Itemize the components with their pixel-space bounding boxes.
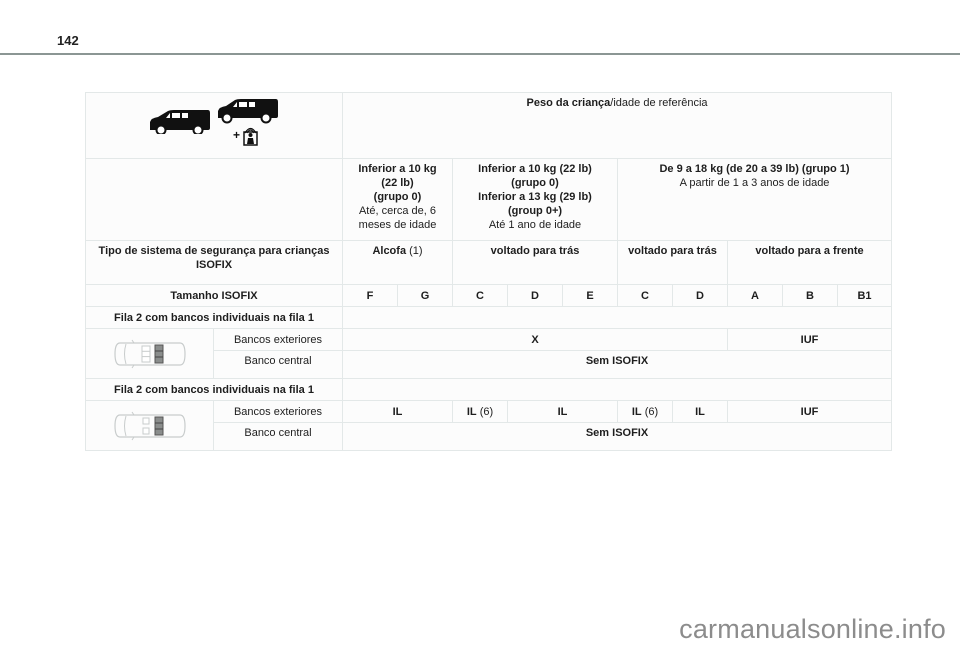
group-age-line: A partir de 1 a 3 anos de idade [679,177,830,189]
van-long-icon [216,98,280,124]
weight-group-0 [343,159,453,241]
size-b1: B1 [838,285,892,307]
child-seat-isofix-icon [233,124,263,146]
group-line: (grupo 0) [511,177,559,189]
value-cell: X [343,329,728,351]
value-cell [343,401,453,423]
watermark: carmanualsonline.info [679,614,946,644]
size-c: C [618,285,673,307]
empty-cell [343,379,892,401]
value-cell: Sem ISOFIX [343,351,892,379]
group-line: De 9 a 18 kg (de 20 a 39 lb) (grupo 1) [659,163,850,175]
size-d: D [673,285,728,307]
vans-with-child-seat-icon [86,108,342,146]
size-e: E [563,285,618,307]
type-cell-carrycot [343,241,453,285]
group-line: Inferior a 10 kg [358,163,437,175]
size-a: A [728,285,783,307]
section-title: Fila 2 com bancos individuais na fila 1 [86,379,343,401]
type-cell-rear-facing-2: voltado para trás [618,241,728,285]
value-cell: IUF [728,329,892,351]
group-line: (group 0+) [507,205,563,217]
value-cell [453,401,508,423]
vehicle-icon-cell [86,93,343,159]
weight-title-rest: /idade de referência [610,97,708,109]
row-label-outer-seats: Bancos exteriores [214,401,343,423]
group-age-line: meses de idade [358,219,437,231]
value-note: (6) [476,405,494,418]
group-line: Inferior a 13 kg (29 lb) [478,191,592,203]
group-line: (grupo 0) [373,191,422,203]
row-label-center-seat: Banco central [214,351,343,379]
value-text: IL [466,405,477,418]
section-title: Fila 2 com bancos individuais na fila 1 [86,307,343,329]
weight-group-1 [618,159,892,241]
value-text: IL [631,405,642,418]
value-cell: Sem ISOFIX [343,423,892,451]
value-cell [673,401,728,423]
type-cell-rear-facing: voltado para trás [453,241,618,285]
row-label-outer-seats: Bancos exteriores [214,329,343,351]
group-age-line: Até, cerca de, 6 [358,205,437,217]
seat-map-cell [86,329,214,379]
header-divider [0,53,960,55]
value-cell [728,401,892,423]
type-bold: Alcofa [372,245,407,257]
restraint-type-label: Tipo de sistema de segurança para crianças ISOFIX [86,241,343,285]
size-c: C [453,285,508,307]
empty-cell [343,307,892,329]
page-number: 142 [57,33,79,48]
value-cell [618,401,673,423]
value-text: IL [695,405,705,418]
row-label-center-seat: Banco central [214,423,343,451]
value-text: IL [557,405,568,418]
type-note: (1) [406,245,423,257]
empty-cell [86,159,343,241]
group-age-line: Até 1 ano de idade [488,219,582,231]
value-note: (6) [641,405,659,418]
weight-group-0plus [453,159,618,241]
van-seat-layout-icon [114,337,186,371]
type-cell-forward-facing: voltado para a frente [728,241,892,285]
van-icon [148,108,212,134]
group-line: Inferior a 10 kg (22 lb) [478,163,592,175]
value-text: IL [392,405,403,418]
isofix-size-label: Tamanho ISOFIX [86,285,343,307]
weight-title-bold: Peso da criança [526,97,611,109]
value-cell [508,401,618,423]
van-individual-seat-layout-icon [114,409,186,443]
group-line: (22 lb) [381,177,414,189]
weight-title-cell [343,93,892,159]
size-g: G [398,285,453,307]
seat-map-cell [86,401,214,451]
svg-text:+: + [233,127,241,142]
value-text: IUF [800,405,819,418]
size-b: B [783,285,838,307]
size-d: D [508,285,563,307]
size-f: F [343,285,398,307]
isofix-compatibility-table [85,92,892,451]
